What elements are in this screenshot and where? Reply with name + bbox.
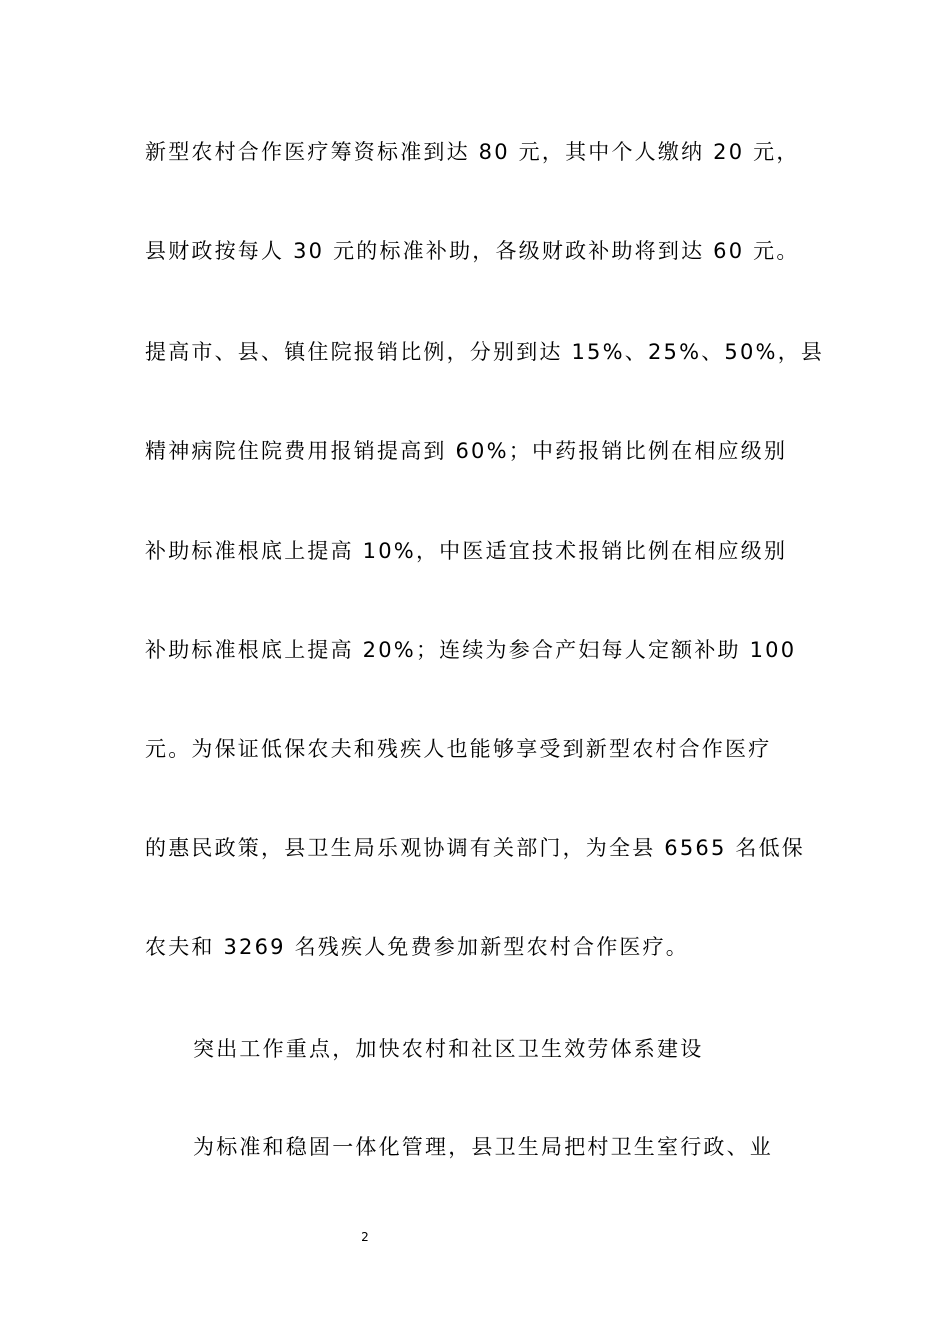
body-text-line: 的惠民政策，县卫生局乐观协调有关部门，为全县 6565 名低保 [145,836,805,860]
body-text-line: 为标准和稳固一体化管理，县卫生局把村卫生室行政、业 [193,1135,773,1159]
body-text-line: 补助标准根底上提高 10%，中医适宜技术报销比例在相应级别 [145,539,788,563]
body-text-line: 县财政按每人 30 元的标准补助，各级财政补助将到达 60 元。 [145,239,800,263]
body-text-line: 提高市、县、镇住院报销比例，分别到达 15%、25%、50%，县 [145,340,825,364]
body-text-line: 新型农村合作医疗筹资标准到达 80 元，其中个人缴纳 20 元， [145,140,800,164]
body-text-line: 农夫和 3269 名残疾人免费参加新型农村合作医疗。 [145,935,689,959]
body-text-line: 补助标准根底上提高 20%；连续为参合产妇每人定额补助 100 [145,638,797,662]
body-text-line: 精神病院住院费用报销提高到 60%；中药报销比例在相应级别 [145,439,788,463]
section-heading: 突出工作重点，加快农村和社区卫生效劳体系建设 [193,1037,704,1061]
body-text-line: 元。为保证低保农夫和残疾人也能够享受到新型农村合作医疗 [145,737,772,761]
page-number: 2 [361,1230,369,1244]
